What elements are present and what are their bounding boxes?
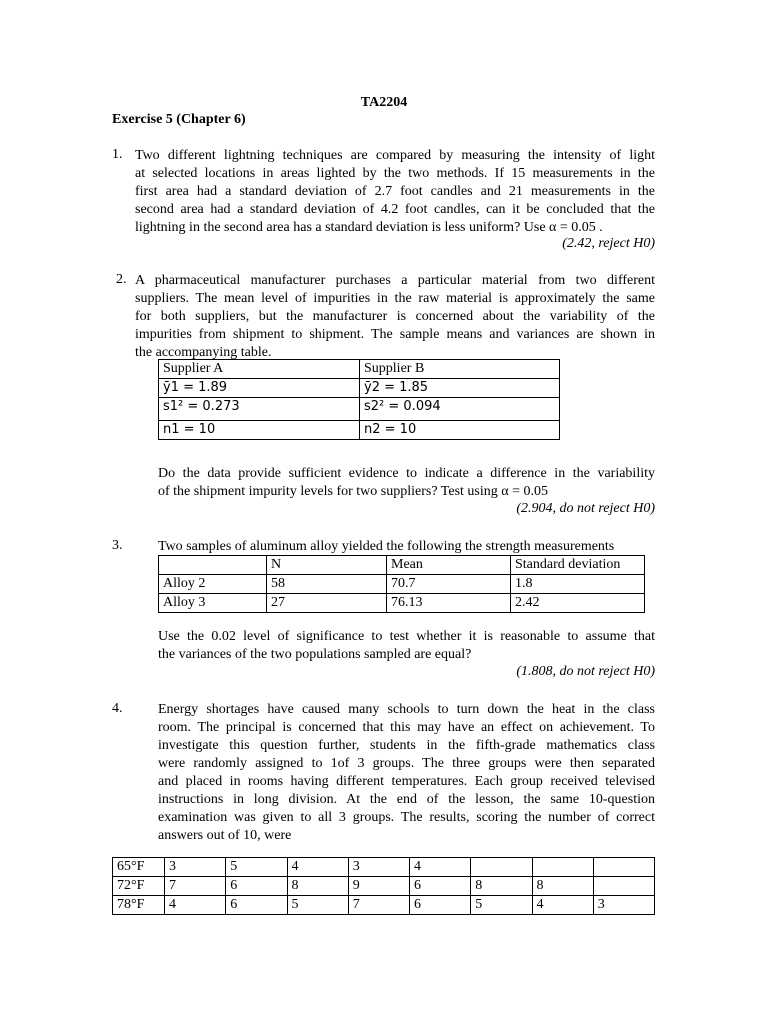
- q4-text: [158, 701, 655, 845]
- q4-line: room. The principal is concerned that this may have an effect on achievement. To: [158, 720, 655, 735]
- q1-text: [135, 147, 655, 237]
- table-cell: 76.13: [387, 594, 511, 613]
- table-cell: [593, 877, 654, 896]
- q3-answer: (1.808, do not reject H0): [516, 664, 655, 679]
- table-cell: 8: [532, 877, 593, 896]
- table-cell: 4: [532, 896, 593, 915]
- q3-follow-line: Use the 0.02 level of significance to test whether it is reasonable to assume that: [158, 629, 655, 644]
- table-row: [159, 421, 560, 440]
- table-cell: 7: [348, 896, 409, 915]
- q2-line: A pharmaceutical manufacturer purchases a particular material from two different: [135, 273, 655, 288]
- table-header-cell: N: [267, 556, 387, 575]
- q1-line: first area had a standard deviation of 2.7 foot candles and 21 measurements in the: [135, 184, 655, 199]
- q1-answer: (2.42, reject H0): [562, 236, 655, 251]
- table-cell: 27: [267, 594, 387, 613]
- table-cell: Alloy 3: [159, 594, 267, 613]
- table-header-cell: Standard deviation: [511, 556, 645, 575]
- table-header-cell: Supplier A: [159, 360, 360, 379]
- table-cell: 6: [226, 896, 287, 915]
- table-cell: ȳ2 = 1.85: [360, 379, 560, 398]
- q2-followup: [158, 465, 655, 501]
- q2-number: 2.: [116, 272, 127, 287]
- table-header-cell: [159, 556, 267, 575]
- table-cell: 4: [165, 896, 226, 915]
- table-cell: ȳ1 = 1.89: [159, 379, 360, 398]
- table-cell: [471, 858, 532, 877]
- alloy-table: [158, 555, 645, 613]
- q4-line: were randomly assigned to 1of 3 groups. The three groups were then separated: [158, 756, 655, 771]
- q3-followup: [158, 628, 655, 664]
- q1-line: lightning in the second area has a standard deviation is less uniform? Use α = 0.05 .: [135, 220, 603, 235]
- table-row: [113, 896, 655, 915]
- table-row: [159, 594, 645, 613]
- q1-line: at selected locations in areas lighted by the two methods. If 15 measurements in the: [135, 166, 655, 181]
- table-cell: 78°F: [113, 896, 165, 915]
- q2-line: the accompanying table.: [135, 345, 272, 360]
- table-row: [159, 398, 560, 421]
- table-cell: 3: [165, 858, 226, 877]
- table-cell: n1 = 10: [159, 421, 360, 440]
- q2-answer: (2.904, do not reject H0): [516, 501, 655, 516]
- table-cell: s1² = 0.273: [159, 398, 360, 421]
- supplier-table: [158, 359, 560, 440]
- table-cell: [532, 858, 593, 877]
- table-cell: s2² = 0.094: [360, 398, 560, 421]
- table-cell: n2 = 10: [360, 421, 560, 440]
- table-cell: [593, 858, 654, 877]
- table-cell: 7: [165, 877, 226, 896]
- q3-follow-line: the variances of the two populations sampled are equal?: [158, 647, 472, 662]
- table-cell: 6: [410, 877, 471, 896]
- table-cell: 1.8: [511, 575, 645, 594]
- table-cell: 5: [287, 896, 348, 915]
- exercise-title: Exercise 5 (Chapter 6): [112, 112, 246, 127]
- table-cell: 6: [226, 877, 287, 896]
- q4-line: answers out of 10, were: [158, 828, 292, 843]
- q4-line: instructions in long division. At the end of the lesson, the same 10-question: [158, 792, 655, 807]
- table-cell: 58: [267, 575, 387, 594]
- q1-line: Two different lightning techniques are compared by measuring the intensity of light: [135, 148, 655, 163]
- table-row: [113, 877, 655, 896]
- q3-intro: Two samples of aluminum alloy yielded the following the strength measurements: [158, 539, 615, 554]
- q4-line: investigate this question further, students in the fifth-grade mathematics class: [158, 738, 655, 753]
- table-cell: 4: [287, 858, 348, 877]
- q2-line: for both suppliers, but the manufacturer is concerned about the variability of the: [135, 309, 655, 324]
- table-cell: 5: [471, 896, 532, 915]
- q2-line: impurities from shipment to shipment. The sample means and variances are shown in: [135, 327, 655, 342]
- table-cell: 70.7: [387, 575, 511, 594]
- q2-follow-line: of the shipment impurity levels for two suppliers? Test using α = 0.05: [158, 484, 549, 499]
- table-header-cell: Supplier B: [360, 360, 560, 379]
- table-cell: 6: [410, 896, 471, 915]
- table-cell: 2.42: [511, 594, 645, 613]
- q2-text: [135, 272, 655, 362]
- table-row: [159, 556, 645, 575]
- q1-number: 1.: [112, 147, 123, 162]
- table-cell: 4: [410, 858, 471, 877]
- table-cell: 8: [471, 877, 532, 896]
- q4-line: and placed in rooms having different temperatures. Each group received televised: [158, 774, 655, 789]
- table-row: [159, 360, 560, 379]
- table-cell: 8: [287, 877, 348, 896]
- q4-line: examination was given to all 3 groups. The results, scoring the number of correct: [158, 810, 655, 825]
- table-header-cell: Mean: [387, 556, 511, 575]
- table-cell: 65°F: [113, 858, 165, 877]
- q2-line: suppliers. The mean level of impurities in the raw material is approximately the same: [135, 291, 655, 306]
- table-cell: 5: [226, 858, 287, 877]
- table-cell: 3: [348, 858, 409, 877]
- table-cell: 9: [348, 877, 409, 896]
- table-row: [159, 379, 560, 398]
- table-cell: 72°F: [113, 877, 165, 896]
- table-row: [159, 575, 645, 594]
- q4-number: 4.: [112, 701, 123, 716]
- table-cell: Alloy 2: [159, 575, 267, 594]
- table-cell: 3: [593, 896, 654, 915]
- table-row: [113, 858, 655, 877]
- q3-number: 3.: [112, 538, 123, 553]
- q1-line: second area had a standard deviation of 4.2 foot candles, can it be concluded that the: [135, 202, 655, 217]
- q4-line: Energy shortages have caused many schools to turn down the heat in the class: [158, 702, 655, 717]
- q2-follow-line: Do the data provide sufficient evidence to indicate a difference in the variability: [158, 466, 655, 481]
- course-code: TA2204: [360, 95, 408, 110]
- temperature-table: [112, 857, 655, 915]
